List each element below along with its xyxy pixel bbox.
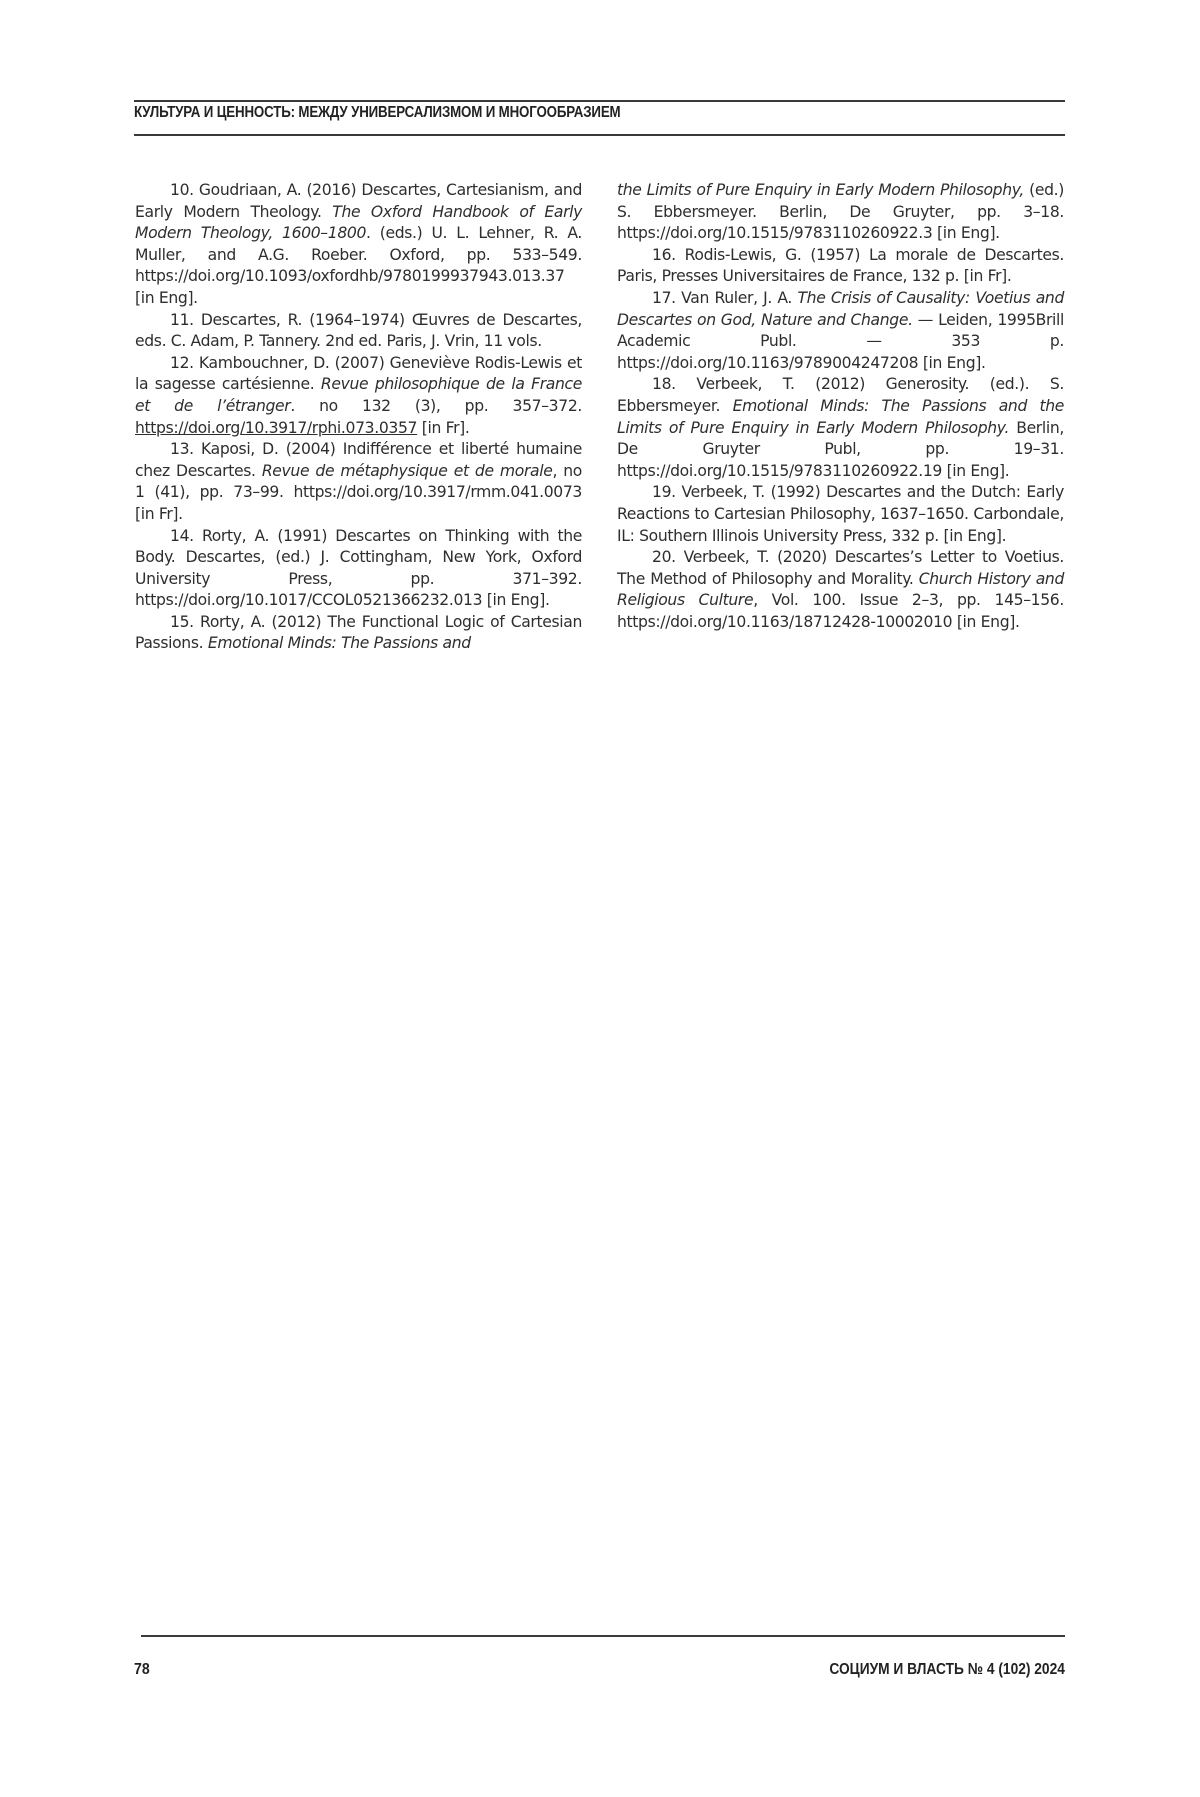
reference-13: 13. Kaposi, D. (2004) Indifférence et liberté humaine chez Descartes. Revue de métaphysique et de morale, no 1 (41), pp. 73–99. https://doi.org/10.3917/rmm.041.0073 [in Fr].	[135, 440, 582, 523]
page-number: 78	[134, 1661, 150, 1678]
reference-10: 10. Goudriaan, A. (2016) Descartes, Cartesianism, and Early Modern Theology. The Oxford Handbook of Early Modern Theology, 1600–1800. (eds.) U. L. Lehner, R. A. Muller, and A.G. Roeber. Oxford, pp. 533–549. https://doi.org/10.1093/oxfordhb/9780199937943.013.37 [in Eng].	[135, 181, 582, 307]
running-title: КУЛЬТУРА И ЦЕННОСТЬ: МЕЖДУ УНИВЕРСАЛИЗМОМ И МНОГООБРАЗИЕМ	[134, 104, 621, 121]
reference-20: 20. Verbeek, T. (2020) Descartes’s Letter to Voetius. The Method of Philosophy and Morality. Church History and Religious Culture, Vol. 100. Issue 2–3, pp. 145–156. https://doi.org/10.1163/18712428-10002010 [in Eng].	[617, 548, 1064, 631]
reference-18: 18. Verbeek, T. (2012) Generosity. (ed.). S. Ebbersmeyer. Emotional Minds: The Passions and the Limits of Pure Enquiry in Early Modern Philosophy. Berlin, De Gruyter Publ, pp. 19–31. https://doi.org/10.1515/9783110260922.19 [in Eng].	[617, 375, 1064, 480]
footer-rule	[141, 1635, 1065, 1637]
reference-15-continued: the Limits of Pure Enquiry in Early Modern Philosophy, (ed.) S. Ebbersmeyer. Berlin, De Gruyter, pp. 3–18. https://doi.org/10.1515/9783110260922.3 [in Eng].	[617, 181, 1064, 243]
references-left-column	[135, 180, 582, 655]
doi-link[interactable]: https://doi.org/10.3917/rphi.073.0357	[135, 418, 418, 437]
header-rule-bottom	[134, 134, 1065, 136]
reference-15: 15. Rorty, A. (2012) The Functional Logic of Cartesian Passions. Emotional Minds: The Passions and	[135, 612, 582, 653]
reference-19: 19. Verbeek, T. (1992) Descartes and the Dutch: Early Reactions to Cartesian Philosophy, 1637–1650. Carbondale, IL: Southern Illinois University Press, 332 p. [in Eng].	[617, 483, 1064, 545]
reference-17: 17. Van Ruler, J. A. The Crisis of Causality: Voetius and Descartes on God, Nature and Change. — Leiden, 1995Brill Academic Publ. — 353 p. https://doi.org/10.1163/9789004247208 [in Eng].	[617, 288, 1065, 372]
header-rule-top	[134, 100, 1065, 102]
reference-14: 14. Rorty, A. (1991) Descartes on Thinking with the Body. Descartes, (ed.) J. Cottingham, New York, Oxford University Press, pp. 371–392. https://doi.org/10.1017/CCOL0521366232.013 [in Eng].	[135, 526, 582, 610]
reference-16: 16. Rodis-Lewis, G. (1957) La morale de Descartes. Paris, Presses Universitaires de France, 132 p. [in Fr].	[617, 245, 1064, 286]
reference-11: 11. Descartes, R. (1964–1974) Œuvres de Descartes, eds. C. Adam, P. Tannery. 2nd ed. Paris, J. Vrin, 11 vols.	[135, 310, 582, 351]
reference-12: 12. Kambouchner, D. (2007) Geneviève Rodis-Lewis et la sagesse cartésienne. Revue philosophique de la France et de l’étranger. no 132 (3), pp. 357–372. https://doi.org/10.3917/rphi.073.0357 [in Fr].	[135, 353, 582, 437]
journal-title: СОЦИУМ И ВЛАСТЬ № 4 (102) 2024	[829, 1661, 1065, 1678]
references-right-column	[617, 180, 1064, 633]
